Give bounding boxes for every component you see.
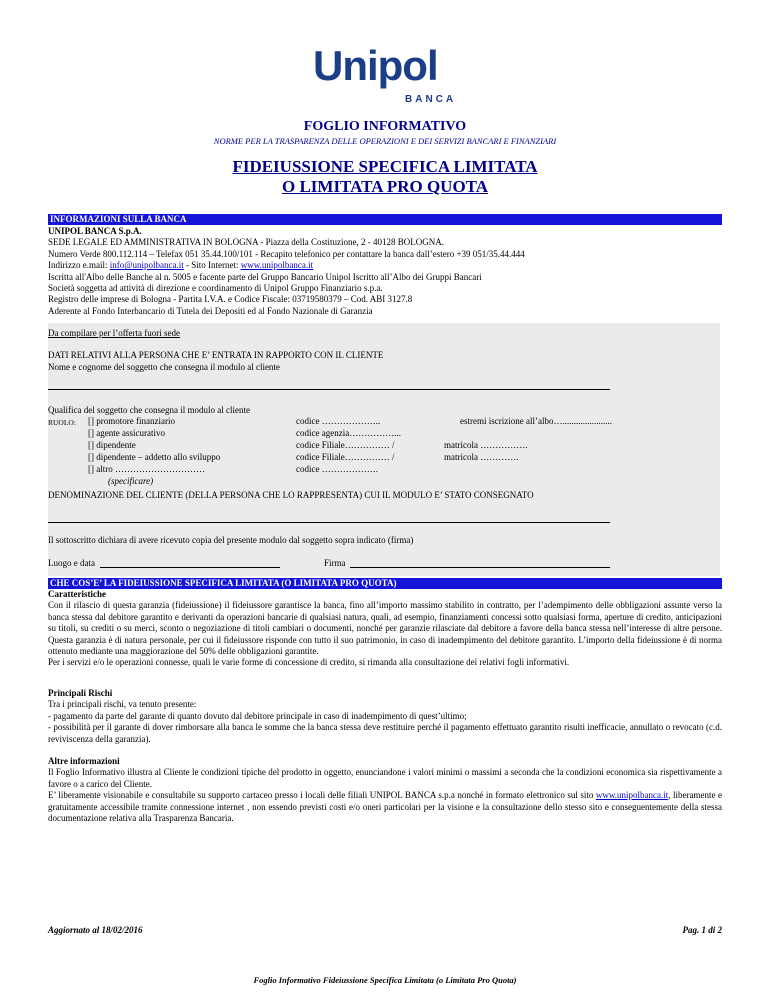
bank-info-block: [48, 226, 722, 317]
role-dipendente-sviluppo[interactable]: [] dipendente – addetto allo sviluppo: [88, 452, 221, 462]
characteristics-block: [48, 589, 722, 669]
document-subtitle: NORME PER LA TRASPARENZA DELLE OPERAZIONI E DEI SERVIZI BANCARI E FINANZIARI: [213, 136, 557, 146]
code-branch-field-2[interactable]: codice Filiale…………… /: [296, 452, 395, 462]
other-info-text-2: E’ liberamente visionabile e consultabile su supporto cartaceo presso i locali delle filiali UNIPOL BANCA s.p.a nonché in formato elettronico sul sito www.unipolbanca.it, liberamente e gratuitamente accessibile tramite connessione internet , non essendo previsti costi e/o oneri particolari per la visione e la consultazione dello stesso sito e conseguentemente della stessa documentazione relativa alla Trasparenza Bancaria.: [48, 790, 722, 824]
product-title: [48, 157, 722, 197]
deliverer-name-label: Nome e cognome del soggetto che consegna il modulo al cliente: [48, 362, 280, 372]
bank-registry: Registro delle imprese di Bologna - Partita I.V.A. e Codice Fiscale: 03719580379 – Cod. ABI 3127.8: [48, 294, 413, 305]
signature-label: Firma: [324, 558, 346, 568]
updated-date: Aggiornato al 18/02/2016: [48, 925, 143, 935]
code-field-1[interactable]: codice ………………..: [296, 416, 381, 426]
product-title-line2: O LIMITATA PRO QUOTA: [281, 177, 489, 196]
place-date-label: Luogo e data: [48, 558, 95, 568]
role-promotore[interactable]: [] promotore finanziario: [88, 416, 175, 426]
matricola-field-1[interactable]: matricola …………….: [444, 440, 528, 450]
specify-label: (specificare): [108, 476, 154, 486]
code-branch-field-1[interactable]: codice Filiale…………… /: [296, 440, 395, 450]
product-title-line1: FIDEIUSSIONE SPECIFICA LIMITATA: [232, 157, 538, 176]
deliverer-name-field[interactable]: [48, 389, 610, 390]
document-title: FOGLIO INFORMATIVO: [303, 119, 467, 134]
code-agency-field[interactable]: codice agenzia……………...: [296, 428, 401, 438]
logo-subtitle: BANCA: [405, 94, 457, 105]
bank-control: Società soggetta ad attività di direzione e coordinamento di Unipol Gruppo Finanziario s.p.a.: [48, 283, 383, 294]
logo-wordmark: Unipol: [313, 42, 438, 89]
risks-block: [48, 688, 722, 745]
receipt-declaration: Il sottoscritto dichiara di avere ricevuto copia del presente modulo dal soggetto sopra indicato (firma): [48, 535, 414, 545]
other-info-title: Altre informazioni: [48, 756, 120, 766]
risk-item-1: - pagamento da parte del garante di quanto dovuto dal debitore principale in caso di inadempimento di quest’ultimo;: [48, 710, 467, 721]
page-number: Pag. 1 di 2: [682, 925, 722, 935]
footer-document-name: Foglio Informativo Fideiussione Specifica Limitata (o Limitata Pro Quota): [253, 975, 517, 985]
client-name-label: DENOMINAZIONE DEL CLIENTE (DELLA PERSONA CHE LO RAPPRESENTA) CUI IL MODULO E’ STATO CONSEGNATO: [48, 490, 534, 500]
risk-item-2: - possibilità per il garante di dover rimborsare alla banca le somme che la banca stessa deve restituire perché il pagamento effettuato garantito risulti inefficacie, annullato o revocato (c.d. reviviscenza della garanzia).: [48, 722, 722, 744]
bank-fund: Aderente al Fondo Interbancario di Tutela dei Depositi ed al Fondo Nazionale di Garanzia: [48, 305, 373, 316]
other-info-text-1: Il Foglio Informativo illustra al Cliente le condizioni tipiche del prodotto in oggetto, enunciandone i valori minimi o massimi a seconda che la condizioni economica sia rispettivamente a favore o a carico del Cliente.: [48, 767, 722, 789]
bank-name: UNIPOL BANCA S.p.A.: [48, 226, 142, 236]
characteristics-text-2: Per i servizi e/o le operazioni connesse, quali le varie forme di concessione di credito, si rimanda alla consultazione dei relativi fogli informativi.: [48, 657, 570, 668]
website-link[interactable]: www.unipolbanca.it: [240, 260, 314, 271]
matricola-field-2[interactable]: matricola ………….: [444, 452, 519, 462]
role-agente[interactable]: [] agente assicurativo: [88, 428, 165, 438]
other-info-block: [48, 756, 722, 824]
offsite-heading: Da compilare per l’offerta fuori sede: [48, 328, 181, 338]
unipol-banca-logo: [313, 42, 503, 112]
person-data-title: DATI RELATIVI ALLA PERSONA CHE E’ ENTRATA IN RAPPORTO CON IL CLIENTE: [48, 350, 384, 360]
bank-phones: Numero Verde 800.112.114 – Telefax 051 35.44.100/101 - Recapito telefonico per contattare la banca dall’estero +39 051/35.44.444: [48, 248, 525, 259]
section-heading-bank: INFORMAZIONI SULLA BANCA: [48, 214, 722, 225]
risks-title: Principali Rischi: [48, 688, 113, 698]
website-link-2[interactable]: www.unipolbanca.it: [595, 790, 669, 801]
ruolo-label: RUOLO:: [48, 418, 76, 427]
role-dipendente[interactable]: [] dipendente: [88, 440, 136, 450]
bank-contacts: Indirizzo e.mail: info@unipolbanca.it - Sito Internet: www.unipolbanca.it: [48, 260, 314, 271]
section-heading-fideiussione: CHE COS’E’ LA FIDEIUSSIONE SPECIFICA LIMITATA (O LIMITATA PRO QUOTA): [48, 578, 722, 589]
characteristics-title: Caratteristiche: [48, 589, 106, 599]
role-altro[interactable]: [] altro …………………………: [88, 464, 205, 474]
characteristics-text: Con il rilascio di questa garanzia (fideiussione) il fideiussore garantisce la banca, fino all’importo massimo stabilito in contratto, per l’adempimento delle obbligazioni assunte verso la banca stessa dal debitore garantito e derivanti da operazioni bancarie di qualsiasi natura, quali, ad esempio, finanziamenti concessi sotto qualsiasi forma, aperture di credito, anticipazioni su titoli, su crediti o su merci, sconto o negoziazione di titoli cambiari o documenti, nonché per garanzie rilasciate dal debitore a favore della banca stessa nell’interesse di altre persone. Questa garanzia è di natura personale, per cui il fideiussore risponde con tutto il suo patrimonio, in caso di inadempimento del debitore garantito. L’importo della fideiussione è di norma ottenuto mediante una maggiorazione del 50% delle obbligazioni garantite.: [48, 600, 722, 657]
bank-seat: SEDE LEGALE ED AMMINISTRATIVA IN BOLOGNA - Piazza della Costituzione, 2 - 40128 BOLOGNA.: [48, 237, 445, 248]
risks-intro: Tra i principali rischi, va tenuto presente:: [48, 699, 197, 710]
place-date-field[interactable]: [100, 567, 280, 568]
code-field-2[interactable]: codice ……………….: [296, 464, 378, 474]
qualifica-label: Qualifica del soggetto che consegna il modulo al cliente: [48, 405, 250, 415]
client-name-field[interactable]: [48, 522, 610, 523]
email-link[interactable]: info@unipolbanca.it: [109, 260, 184, 271]
bank-albo: Iscritta all'Albo delle Banche al n. 5005 e facente parte del Gruppo Bancario Unipol Iscritto all’Albo dei Gruppi Bancari: [48, 271, 482, 282]
signature-field[interactable]: [350, 567, 610, 568]
albo-registration-field[interactable]: estremi iscrizione all’albo…......................: [460, 416, 612, 426]
